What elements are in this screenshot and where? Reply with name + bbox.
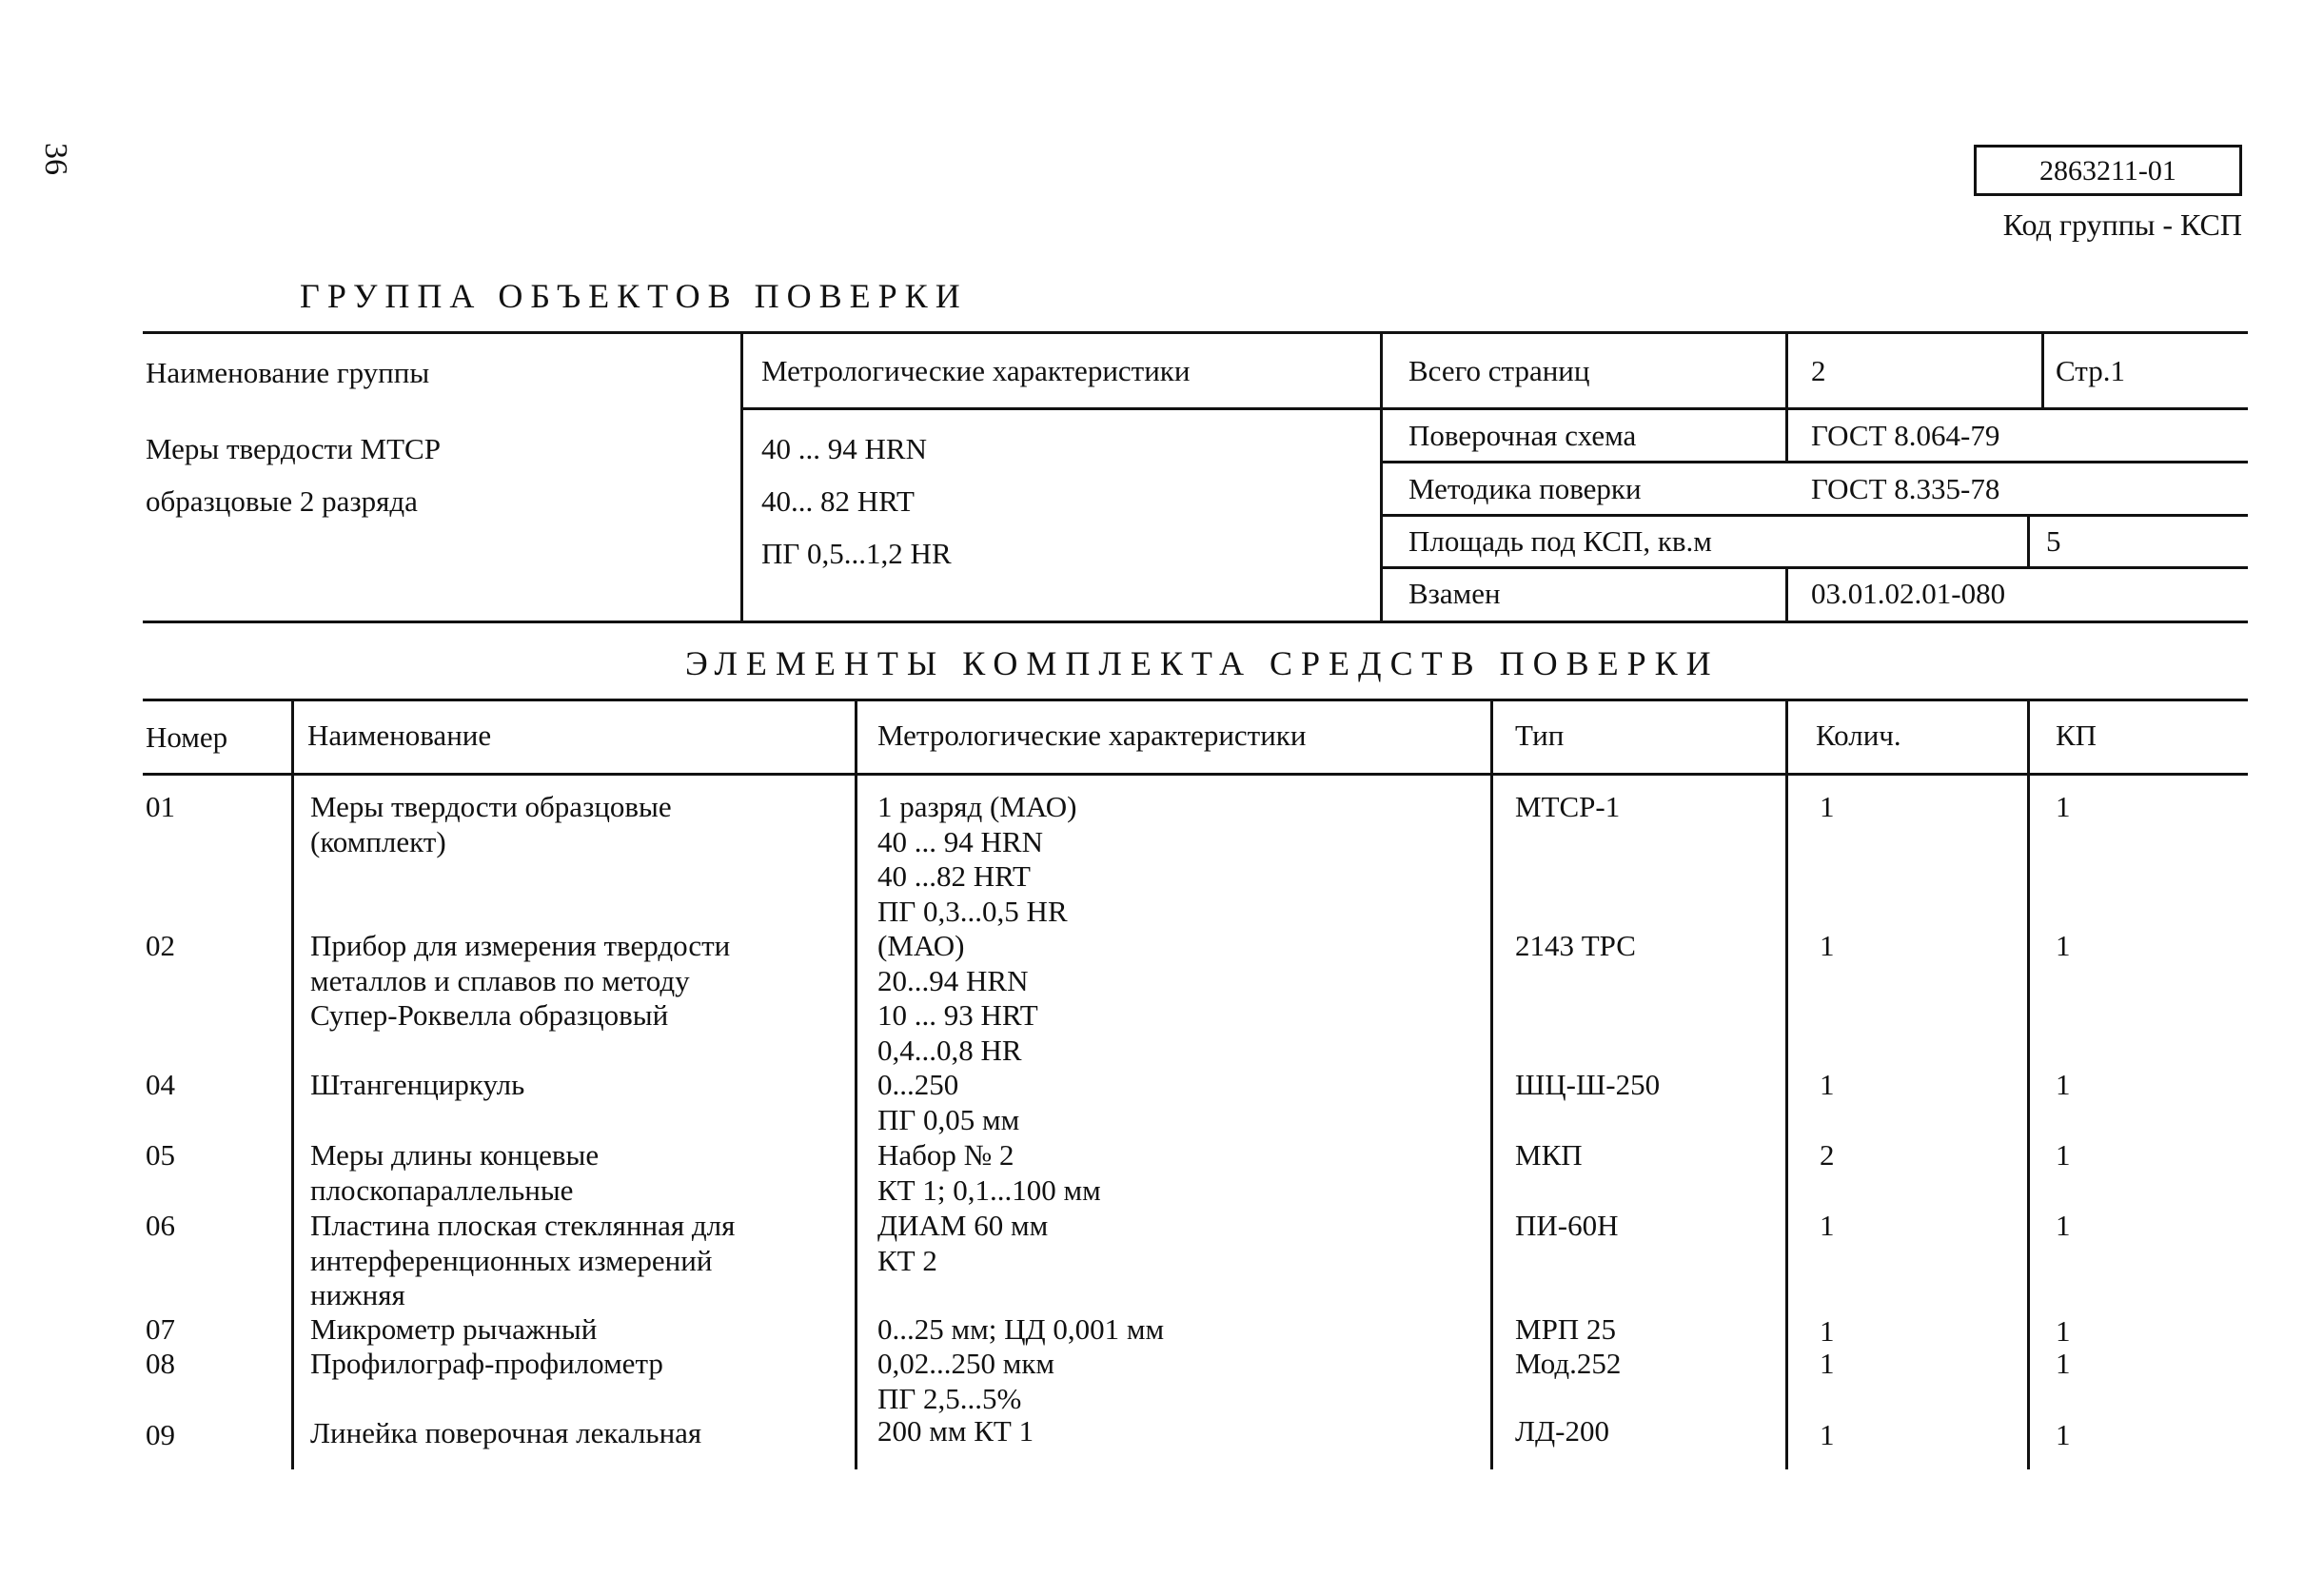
row-kp: 1 [2056, 1209, 2071, 1242]
table2-header-border [143, 773, 2248, 776]
table2-col-divider [855, 699, 857, 1469]
area-label: Площадь под КСП, кв.м [1408, 524, 1712, 558]
row-name [310, 929, 730, 1034]
row-metro [877, 1209, 1048, 1278]
row-metro-line: 40 ...82 HRT [877, 859, 1031, 893]
col-header-kp: КП [2056, 719, 2097, 752]
row-metro-line: 0...250 [877, 1068, 959, 1101]
table2-col-divider [1785, 699, 1788, 1469]
row-kp: 1 [2056, 1347, 2071, 1380]
row-kp: 1 [2056, 929, 2071, 962]
row-number: 04 [146, 1068, 175, 1101]
header-total-pages-label: Всего страниц [1408, 354, 1590, 387]
row-name-line: Пластина плоская стеклянная для [310, 1209, 736, 1242]
row-name [310, 1068, 524, 1103]
table2-col-divider [291, 699, 294, 1469]
row-qty: 1 [1820, 1209, 1835, 1242]
row-metro [877, 1138, 1101, 1208]
row-name [310, 1312, 597, 1348]
table1-col-divider [1785, 566, 1788, 621]
row-metro-line: ПГ 2,5...5% [877, 1381, 1022, 1415]
group-name-line: Меры твердости МТСР [146, 432, 441, 465]
area-value: 5 [2046, 524, 2061, 558]
row-kp: 1 [2056, 1314, 2071, 1348]
row-metro-line: Набор № 2 [877, 1138, 1014, 1172]
row-name-line: нижняя [310, 1278, 405, 1311]
row-metro-line: (МАО) [877, 929, 965, 962]
row-metro-line: 200 мм КТ 1 [877, 1414, 1034, 1448]
row-kp: 1 [2056, 1068, 2071, 1101]
row-type: Мод.252 [1515, 1347, 1622, 1380]
table1-col-divider [1380, 331, 1383, 621]
row-metro-line: 40 ... 94 HRN [877, 824, 1043, 858]
row-type: ЛД-200 [1515, 1414, 1609, 1448]
row-type: МРП 25 [1515, 1312, 1616, 1346]
replace-label: Взамен [1408, 577, 1501, 610]
row-number: 01 [146, 790, 175, 823]
row-metro [877, 1414, 1034, 1449]
row-name-line: металлов и сплавов по методу [310, 963, 690, 997]
row-metro-line: 0,02...250 мкм [877, 1347, 1055, 1380]
row-name-line: Прибор для измерения твердости [310, 929, 731, 962]
row-type: МКП [1515, 1138, 1583, 1172]
table1-col-divider [740, 331, 743, 621]
row-qty: 1 [1820, 1068, 1835, 1101]
group-code-box: 2863211-01 [1974, 145, 2242, 196]
row-metro-line: ПГ 0,05 мм [877, 1102, 1020, 1136]
row-name-line: Линейка поверочная лекальная [310, 1416, 702, 1449]
row-type: МТСР-1 [1515, 790, 1621, 823]
row-metro-line: ДИАМ 60 мм [877, 1209, 1049, 1242]
row-number: 05 [146, 1138, 175, 1172]
col-header-name: Наименование [307, 719, 492, 752]
row-metro [877, 1312, 1164, 1348]
section2-title: ЭЛЕМЕНТЫ КОМПЛЕКТА СРЕДСТВ ПОВЕРКИ [685, 644, 1720, 682]
table2-col-divider [1490, 699, 1493, 1469]
replace-value: 03.01.02.01-080 [1811, 577, 2006, 610]
row-type: ШЦ-Ш-250 [1515, 1068, 1661, 1101]
row-name [310, 1209, 735, 1313]
header-total-pages-value: 2 [1811, 354, 1826, 387]
row-metro-line: 1 разряд (МАО) [877, 790, 1077, 823]
scheme-label: Поверочная схема [1408, 419, 1637, 452]
row-name [310, 1347, 663, 1382]
row-type: ПИ-60Н [1515, 1209, 1619, 1242]
row-name-line: Штангенциркуль [310, 1068, 525, 1101]
page-number: 36 [38, 143, 73, 175]
table1-top-border [143, 331, 2248, 334]
row-number: 07 [146, 1312, 175, 1346]
table1-col-divider [2041, 331, 2044, 407]
header-metro: Метрологические характеристики [761, 354, 1191, 387]
row-qty: 1 [1820, 1418, 1835, 1451]
row-number: 08 [146, 1347, 175, 1380]
row-qty: 1 [1820, 929, 1835, 962]
table1-col-divider [2027, 514, 2030, 566]
row-metro [877, 790, 1076, 929]
row-name [310, 1138, 599, 1208]
table1-col-divider [1785, 331, 1788, 461]
table1-bottom-border [143, 621, 2248, 623]
row-number: 06 [146, 1209, 175, 1242]
row-name-line: плоскопараллельные [310, 1172, 574, 1207]
row-kp: 1 [2056, 1138, 2071, 1172]
row-metro-line: 10 ... 93 HRT [877, 998, 1038, 1032]
row-metro-line: 20...94 HRN [877, 963, 1029, 997]
row-number: 02 [146, 929, 175, 962]
table1-header-border [740, 407, 2248, 410]
col-header-number: Номер [146, 720, 228, 754]
row-type: 2143 ТРС [1515, 929, 1636, 962]
row-name-line: Меры длины концевые [310, 1138, 600, 1172]
row-qty: 1 [1820, 1347, 1835, 1380]
table2-col-divider [2027, 699, 2030, 1469]
row-metro [877, 1347, 1054, 1416]
header-group-name: Наименование группы [146, 356, 430, 389]
col-header-metro: Метрологические характеристики [877, 719, 1307, 752]
row-metro-line: КТ 1; 0,1...100 мм [877, 1172, 1101, 1207]
section1-title: ГРУППА ОБЪЕКТОВ ПОВЕРКИ [300, 277, 968, 315]
row-name-line: Меры твердости образцовые [310, 790, 672, 823]
row-metro-line: ПГ 0,3...0,5 HR [877, 894, 1068, 928]
group-metro-cell [761, 423, 952, 580]
row-qty: 2 [1820, 1138, 1835, 1172]
col-header-type: Тип [1515, 719, 1565, 752]
row-metro-line: 0...25 мм; ЦД 0,001 мм [877, 1312, 1165, 1346]
row-name [310, 1416, 701, 1451]
header-page: Стр.1 [2056, 354, 2125, 387]
group-metro-line: 40 ... 94 HRN [761, 432, 927, 465]
group-metro-line: ПГ 0,5...1,2 HR [761, 537, 952, 570]
group-code-label: Код группы - КСП [2002, 207, 2242, 242]
method-value: ГОСТ 8.335-78 [1811, 472, 2000, 505]
row-name-line: (комплект) [310, 824, 446, 858]
table2-top-border [143, 699, 2248, 701]
table1-row-border [1380, 461, 2248, 463]
row-metro-line: 0,4...0,8 HR [877, 1033, 1022, 1067]
row-name-line: Микрометр рычажный [310, 1312, 598, 1346]
col-header-qty: Колич. [1816, 719, 1901, 752]
row-number: 09 [146, 1418, 175, 1451]
scheme-value: ГОСТ 8.064-79 [1811, 419, 2000, 452]
row-qty: 1 [1820, 1314, 1835, 1348]
method-label: Методика поверки [1408, 472, 1642, 505]
group-name-cell [146, 423, 441, 527]
table1-row-border [1380, 566, 2248, 569]
row-metro [877, 1068, 1019, 1137]
group-metro-line: 40... 82 HRT [761, 484, 915, 518]
row-metro [877, 929, 1038, 1068]
row-name [310, 790, 672, 859]
row-name-line: Супер-Роквелла образцовый [310, 998, 669, 1032]
row-name-line: Профилограф-профилометр [310, 1347, 663, 1380]
row-metro-line: КТ 2 [877, 1243, 937, 1277]
group-name-line: образцовые 2 разряда [146, 484, 418, 518]
row-kp: 1 [2056, 790, 2071, 823]
row-qty: 1 [1820, 790, 1835, 823]
row-kp: 1 [2056, 1418, 2071, 1451]
row-name-line: интерференционных измерений [310, 1243, 713, 1277]
table1-row-border [1380, 514, 2248, 517]
